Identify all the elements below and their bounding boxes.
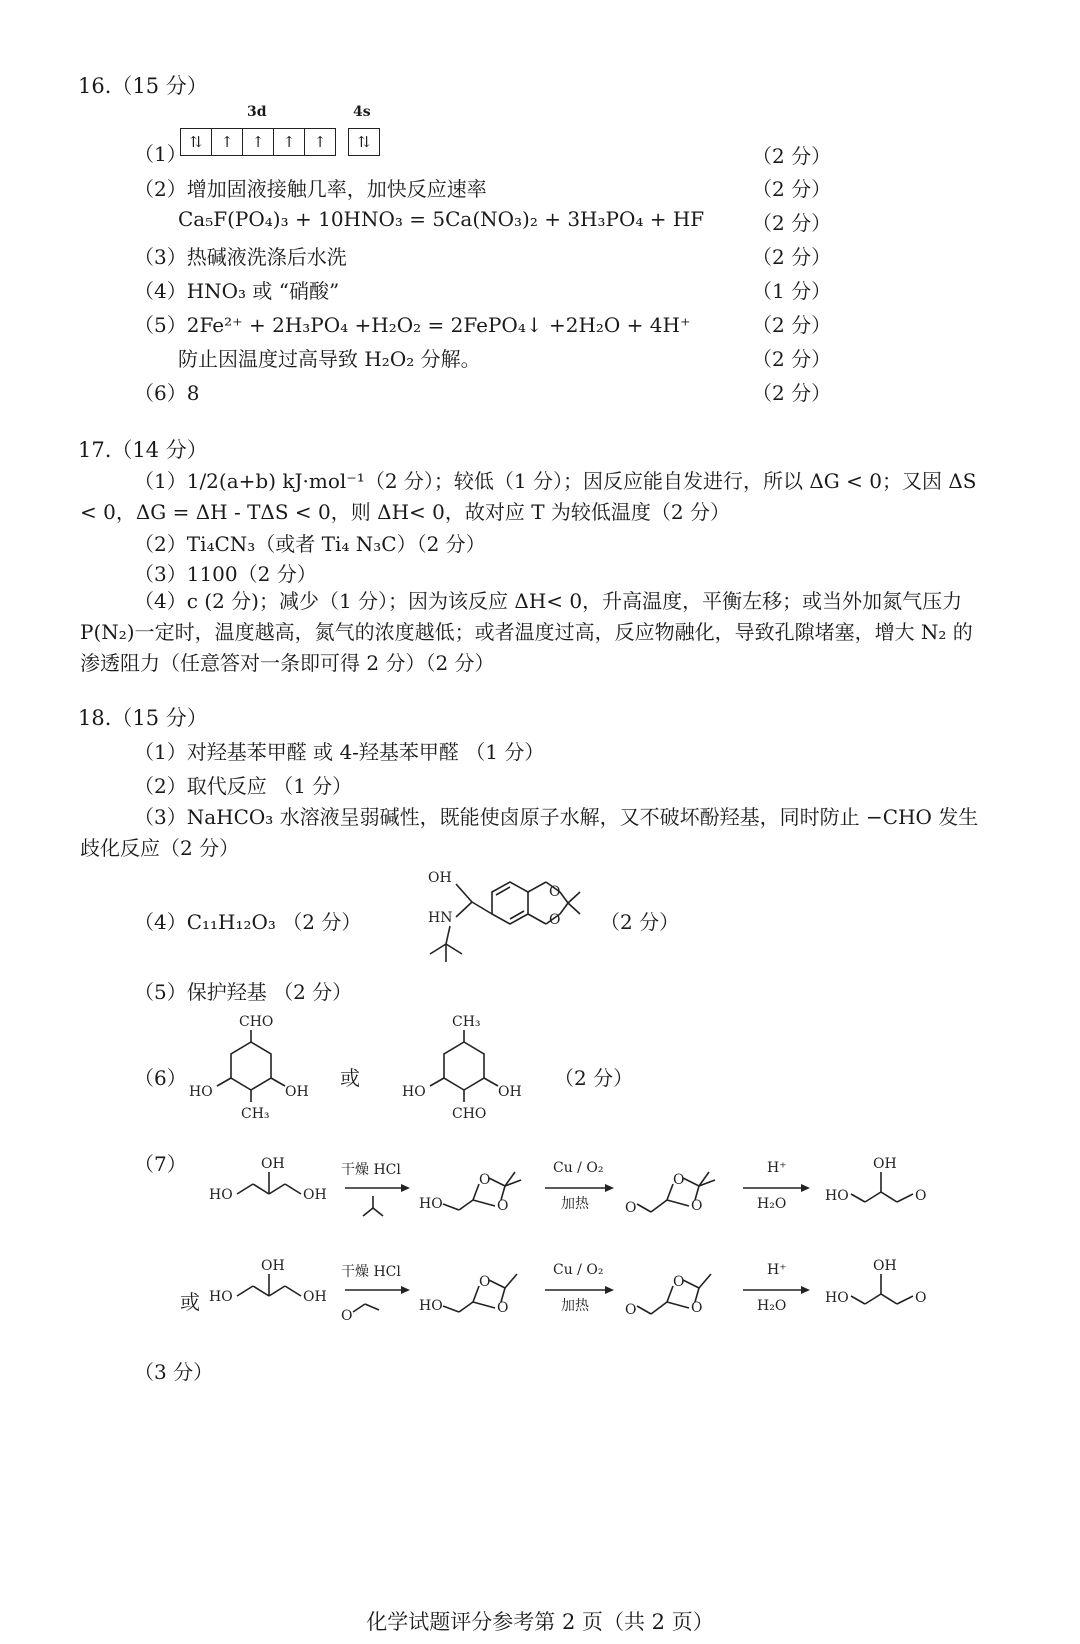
reagent-label: H⁺ (767, 1160, 787, 1176)
orbital-box: ⇅ (181, 129, 212, 155)
q16-line-score: （2 分） (752, 313, 832, 337)
atom-label-oh: OH (261, 1258, 285, 1274)
reagent-label: H⁺ (767, 1262, 787, 1278)
atom-label-oh: OH (428, 870, 452, 886)
reagent-label: Cu / O₂ (553, 1160, 604, 1176)
structure-cho-diol-methyl (185, 1010, 315, 1130)
q18-header: 18.（15 分） (78, 706, 208, 730)
q18-part2: （2）取代反应 （1 分） (134, 774, 353, 798)
atom-label-oh: OH (261, 1156, 285, 1172)
orbital-box: ↑ (212, 129, 243, 155)
atom-label-o: O (497, 1300, 509, 1316)
q16-line: （4）HNO₃ 或 “硝酸” (134, 279, 340, 303)
orbital-box: ↑ (313, 133, 327, 151)
reagent-label: 干燥 HCl (341, 1264, 401, 1280)
structure-benzodioxane-amine (410, 862, 600, 972)
q16-line-score: （2 分） (752, 347, 832, 371)
atom-label-o: O (915, 1290, 927, 1306)
q18-part7-or: 或 (180, 1290, 200, 1314)
q16-line-score: （2 分） (752, 245, 832, 269)
structure-methyl-diol-cho (398, 1010, 528, 1130)
q18-part4-score: （2 分） (600, 910, 680, 934)
q16-line-score: （2 分） (752, 177, 832, 201)
atom-label-o: O (497, 1198, 509, 1214)
atom-label-o: O (915, 1188, 927, 1204)
synthesis-route-acetaldehyde (205, 1252, 965, 1332)
q18-part6-label: （6） (134, 1066, 187, 1090)
q16-header: 16.（15 分） (78, 74, 208, 98)
atom-label-ho: HO (209, 1289, 233, 1305)
atom-label-o: O (625, 1200, 637, 1216)
atom-label-oh: OH (303, 1289, 327, 1305)
atom-label-ho: HO (419, 1298, 443, 1314)
orbital-4s-label: 4s (353, 104, 371, 120)
q16-line-score: （2 分） (752, 211, 832, 235)
q18-part7-score: （3 分） (134, 1360, 214, 1384)
reagent-label: H₂O (757, 1196, 787, 1212)
atom-label-o: O (479, 1172, 491, 1188)
q18-part5: （5）保护羟基 （2 分） (134, 980, 353, 1004)
synthesis-route-acetone (205, 1150, 965, 1230)
q16-part1-score: （2 分） (752, 144, 832, 168)
orbital-diagram-4s (348, 128, 380, 156)
q17-part3: （3）1100（2 分） (134, 562, 317, 586)
q16-line: 防止因温度过高导致 H₂O₂ 分解。 (178, 347, 481, 371)
q17-part4: （4）c (2 分)；减少（1 分）；因为该反应 ΔH< 0，升高温度，平衡左移；或当外加氮气压力 P(N₂)一定时，温度越高，氮气的浓度越低；或者温度过高，反应物融化，导致孔隙堵塞，增大 N₂ 的渗透阻力（任意答对一条即可得 2 分）（2 分） (80, 589, 973, 675)
atom-label-oh: OH (873, 1258, 897, 1274)
atom-label-ho: HO (825, 1188, 849, 1204)
q16-line-score: （1 分） (752, 279, 832, 303)
q17-header: 17.（14 分） (78, 438, 208, 462)
orbital-box: ⇅ (357, 133, 371, 151)
atom-label-o: O (549, 884, 561, 900)
q17-part2: （2）Ti₄CN₃（或者 Ti₄ N₃C）（2 分） (134, 532, 486, 556)
atom-label-o: O (625, 1302, 637, 1318)
atom-label-oh: OH (873, 1156, 897, 1172)
page-footer: 化学试题评分参考第 2 页（共 2 页） (366, 1610, 714, 1634)
q18-part6-or: 或 (340, 1066, 360, 1090)
atom-label-ho: HO (419, 1196, 443, 1212)
q18-part1: （1）对羟基苯甲醛 或 4-羟基苯甲醛 （1 分） (134, 740, 545, 764)
orbital-box: ↑ (274, 129, 305, 155)
atom-label-ho: HO (402, 1084, 426, 1100)
reagent-label: 加热 (561, 1298, 589, 1314)
atom-label-ho: HO (825, 1290, 849, 1306)
orbital-diagram-3d (180, 128, 336, 156)
reagent-label: 干燥 HCl (341, 1162, 401, 1178)
reagent-label: 加热 (561, 1196, 589, 1212)
q17-part1: （1）1/2(a+b) kJ·mol⁻¹（2 分）；较低（1 分）；因反应能自发进行，所以 ΔG < 0；又因 ΔS < 0，ΔG = ΔH - TΔS < 0，则 ΔH< 0，故对应 T 为较低温度（2 分） (80, 469, 977, 524)
q16-line: （3）热碱液洗涤后水洗 (134, 245, 347, 269)
q18-part4: （4）C₁₁H₁₂O₃ （2 分） (134, 910, 362, 934)
q16-line: （2）增加固液接触几率，加快反应速率 (134, 177, 487, 201)
atom-label-o: O (673, 1274, 685, 1290)
atom-label-cho: CHO (452, 1106, 487, 1122)
q18-part3: （3）NaHCO₃ 水溶液呈弱碱性，既能使卤原子水解，又不破坏酚羟基，同时防止 −CHO 发生歧化反应（2 分） (80, 805, 979, 860)
atom-label-o: O (549, 912, 561, 928)
atom-label-o: O (691, 1198, 703, 1214)
atom-label-ho: HO (189, 1084, 213, 1100)
atom-label-oh: OH (498, 1084, 522, 1100)
q18-part7-label: （7） (134, 1152, 187, 1176)
atom-label-cho: CHO (239, 1014, 274, 1030)
q18-part6-score: （2 分） (554, 1066, 634, 1090)
reagent-label: H₂O (757, 1298, 787, 1314)
atom-label-ch3: CH₃ (452, 1014, 481, 1030)
reagent-label: Cu / O₂ (553, 1262, 604, 1278)
atom-label-oh: OH (303, 1187, 327, 1203)
atom-label-o: O (479, 1274, 491, 1290)
q16-line-score: （2 分） (752, 381, 832, 405)
q16-part1-label: （1） (134, 142, 187, 166)
q16-equation: （5）2Fe²⁺ + 2H₃PO₄ +H₂O₂ = 2FePO₄↓ +2H₂O + 4H⁺ (134, 313, 691, 337)
q16-line: （6）8 (134, 381, 200, 405)
orbital-box: ↑ (243, 129, 274, 155)
atom-label-oh: OH (285, 1084, 309, 1100)
orbital-3d-label: 3d (247, 104, 267, 120)
q16-equation: Ca₅F(PO₄)₃ + 10HNO₃ = 5Ca(NO₃)₂ + 3H₃PO₄ + HF (178, 207, 705, 231)
atom-label-o: O (673, 1172, 685, 1188)
atom-label-hn: HN (428, 910, 453, 926)
atom-label-ho: HO (209, 1187, 233, 1203)
atom-label-o: O (341, 1308, 353, 1324)
atom-label-ch3: CH₃ (241, 1106, 270, 1122)
atom-label-o: O (691, 1300, 703, 1316)
